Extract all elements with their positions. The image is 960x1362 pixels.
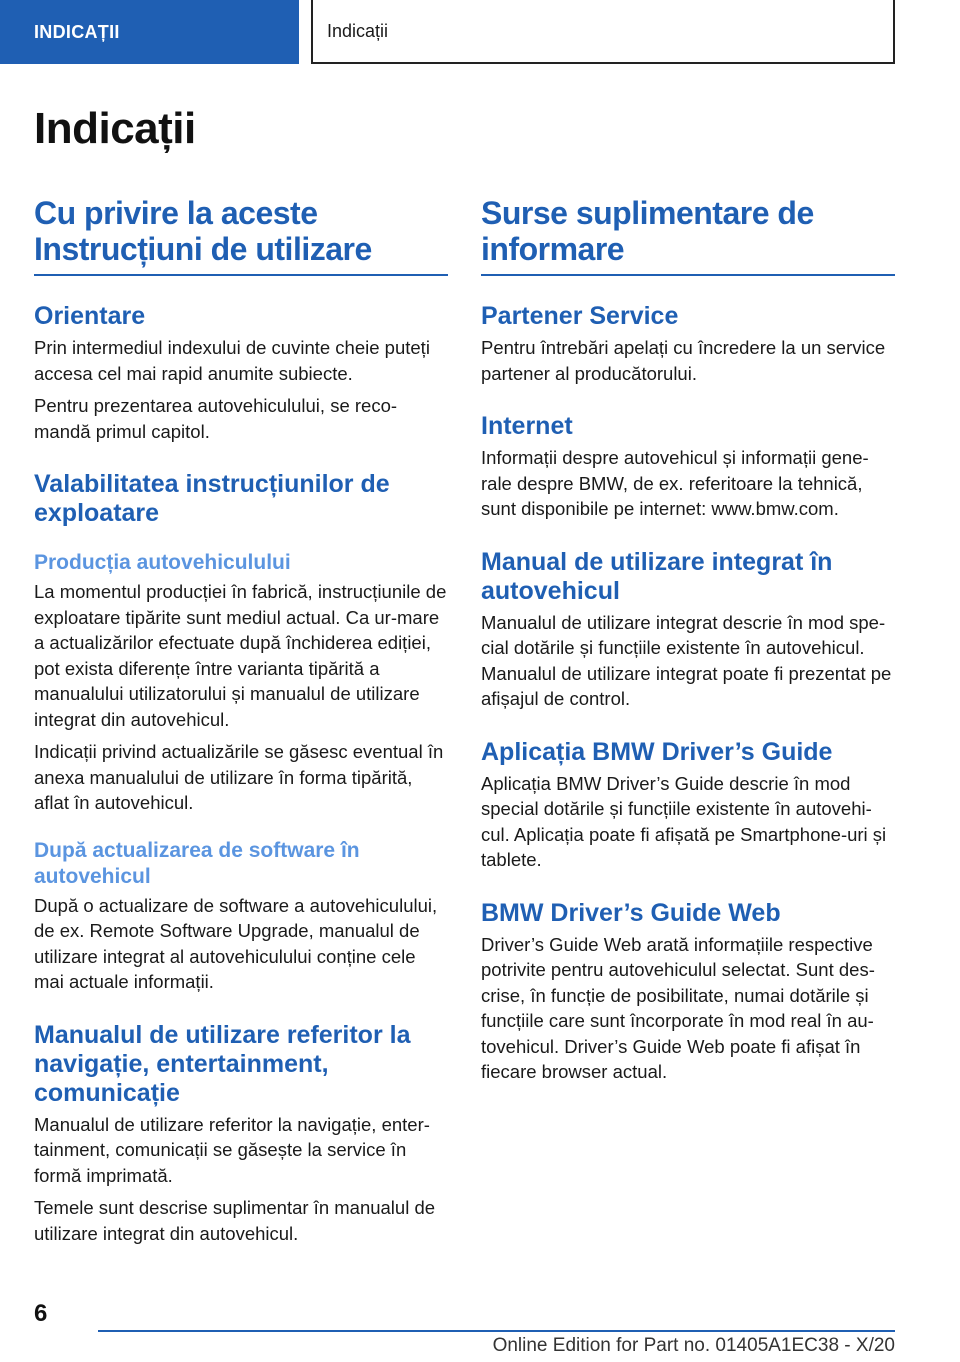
section-heading: Valabilitatea instrucțiunilor de exploatare (34, 470, 390, 527)
body-paragraph: Aplicația BMW Driver’s Guide descrie în mod special dotările și funcțiile existente în autovehi-cul. Aplicația poate fi afișată pe Smartphone-uri și tablete. (481, 772, 887, 870)
page-title: Indicații (34, 104, 196, 153)
body-paragraph: Temele sunt descrise suplimentar în manualul de utilizare integrat din autovehicul. (34, 1197, 436, 1244)
section-heading: BMW Driver’s Guide Web (481, 898, 781, 927)
body-paragraph: Pentru prezentarea autovehiculului, se reco-mandă primul capitol. (34, 395, 398, 442)
body-paragraph: Pentru întrebări apelați cu încredere la un service partener al producătorului. (481, 337, 886, 384)
right-column-heading: Surse suplimentare de informare (481, 195, 895, 276)
section-heading: Manualul de utilizare referitor la navigație, entertainment, comunicație (34, 1020, 411, 1107)
body-paragraph: La momentul producției în fabrică, instrucțiunile de exploatare tipărite sunt mediul actual. Ca ur-mare a actualizărilor efectuate după închiderea ediției, pot exista diferențe între varianta tipărită a manualului utilizatorului și manualul de utilizare integrat din autovehicul. (34, 581, 447, 730)
body-paragraph: Prin intermediul indexului de cuvinte cheie puteți accesa cel mai rapid anumite subiecte. (34, 337, 430, 384)
section-heading: După actualizarea de software în autovehicul (34, 838, 360, 888)
body-paragraph: Manualul de utilizare integrat descrie în mod spe-cial dotările și funcțiile existente în autovehicul. Manualul de utilizare integrat poate fi prezentat pe afișajul de control. (481, 611, 892, 709)
body-paragraph: Driver’s Guide Web arată informațiile respective potrivite pentru autovehiculul selectat. Sunt des-crise, în funcție de posibilitate, numai dotările și funcțiile care sunt încorporate în mod real în au-tovehicul. Driver’s Guide Web poate fi afișat în fiecare browser actual. (481, 933, 875, 1082)
right-sections (481, 302, 895, 1085)
body-paragraph: Indicații privind actualizările se găsesc eventual în anexa manualului de utilizare în forma tipărită, aflat în autovehicul. (34, 741, 444, 813)
section-heading: Internet (481, 412, 573, 440)
left-column-heading: Cu privire la aceste Instrucțiuni de utilizare (34, 195, 448, 276)
footer-edition-text: Online Edition for Part no. 01405A1EC38 - X/20 (492, 1335, 895, 1356)
body-paragraph: Informații despre autovehicul și informații gene-rale despre BMW, de ex. referitoare la tehnică, sunt disponibile pe internet: www.bmw.com. (481, 447, 869, 519)
section-heading: Orientare (34, 302, 146, 330)
body-paragraph: Manualul de utilizare referitor la navigație, enter-tainment, comunicații se găsește la service în formă imprimată. (34, 1113, 430, 1186)
section-heading: Producția autovehiculului (34, 551, 291, 574)
section-tab (0, 0, 299, 64)
body-paragraph: După o actualizare de software a autovehiculului, de ex. Remote Software Upgrade, manualul de utilizare integrat al autovehiculului conține cele mai actuale informații. (34, 894, 438, 992)
section-tab-label: INDICAȚII (34, 21, 120, 42)
left-column (34, 195, 448, 1253)
right-column (481, 195, 895, 1092)
section-heading: Partener Service (481, 302, 679, 330)
section-heading: Aplicația BMW Driver’s Guide (481, 737, 833, 766)
page-tab (311, 0, 895, 64)
page-number: 6 (34, 1300, 48, 1327)
left-sections (34, 302, 448, 1246)
footer-divider (98, 1330, 895, 1332)
section-heading: Manual de utilizare integrat în autovehicul (481, 547, 833, 605)
page-tab-label: Indicații (327, 20, 389, 41)
